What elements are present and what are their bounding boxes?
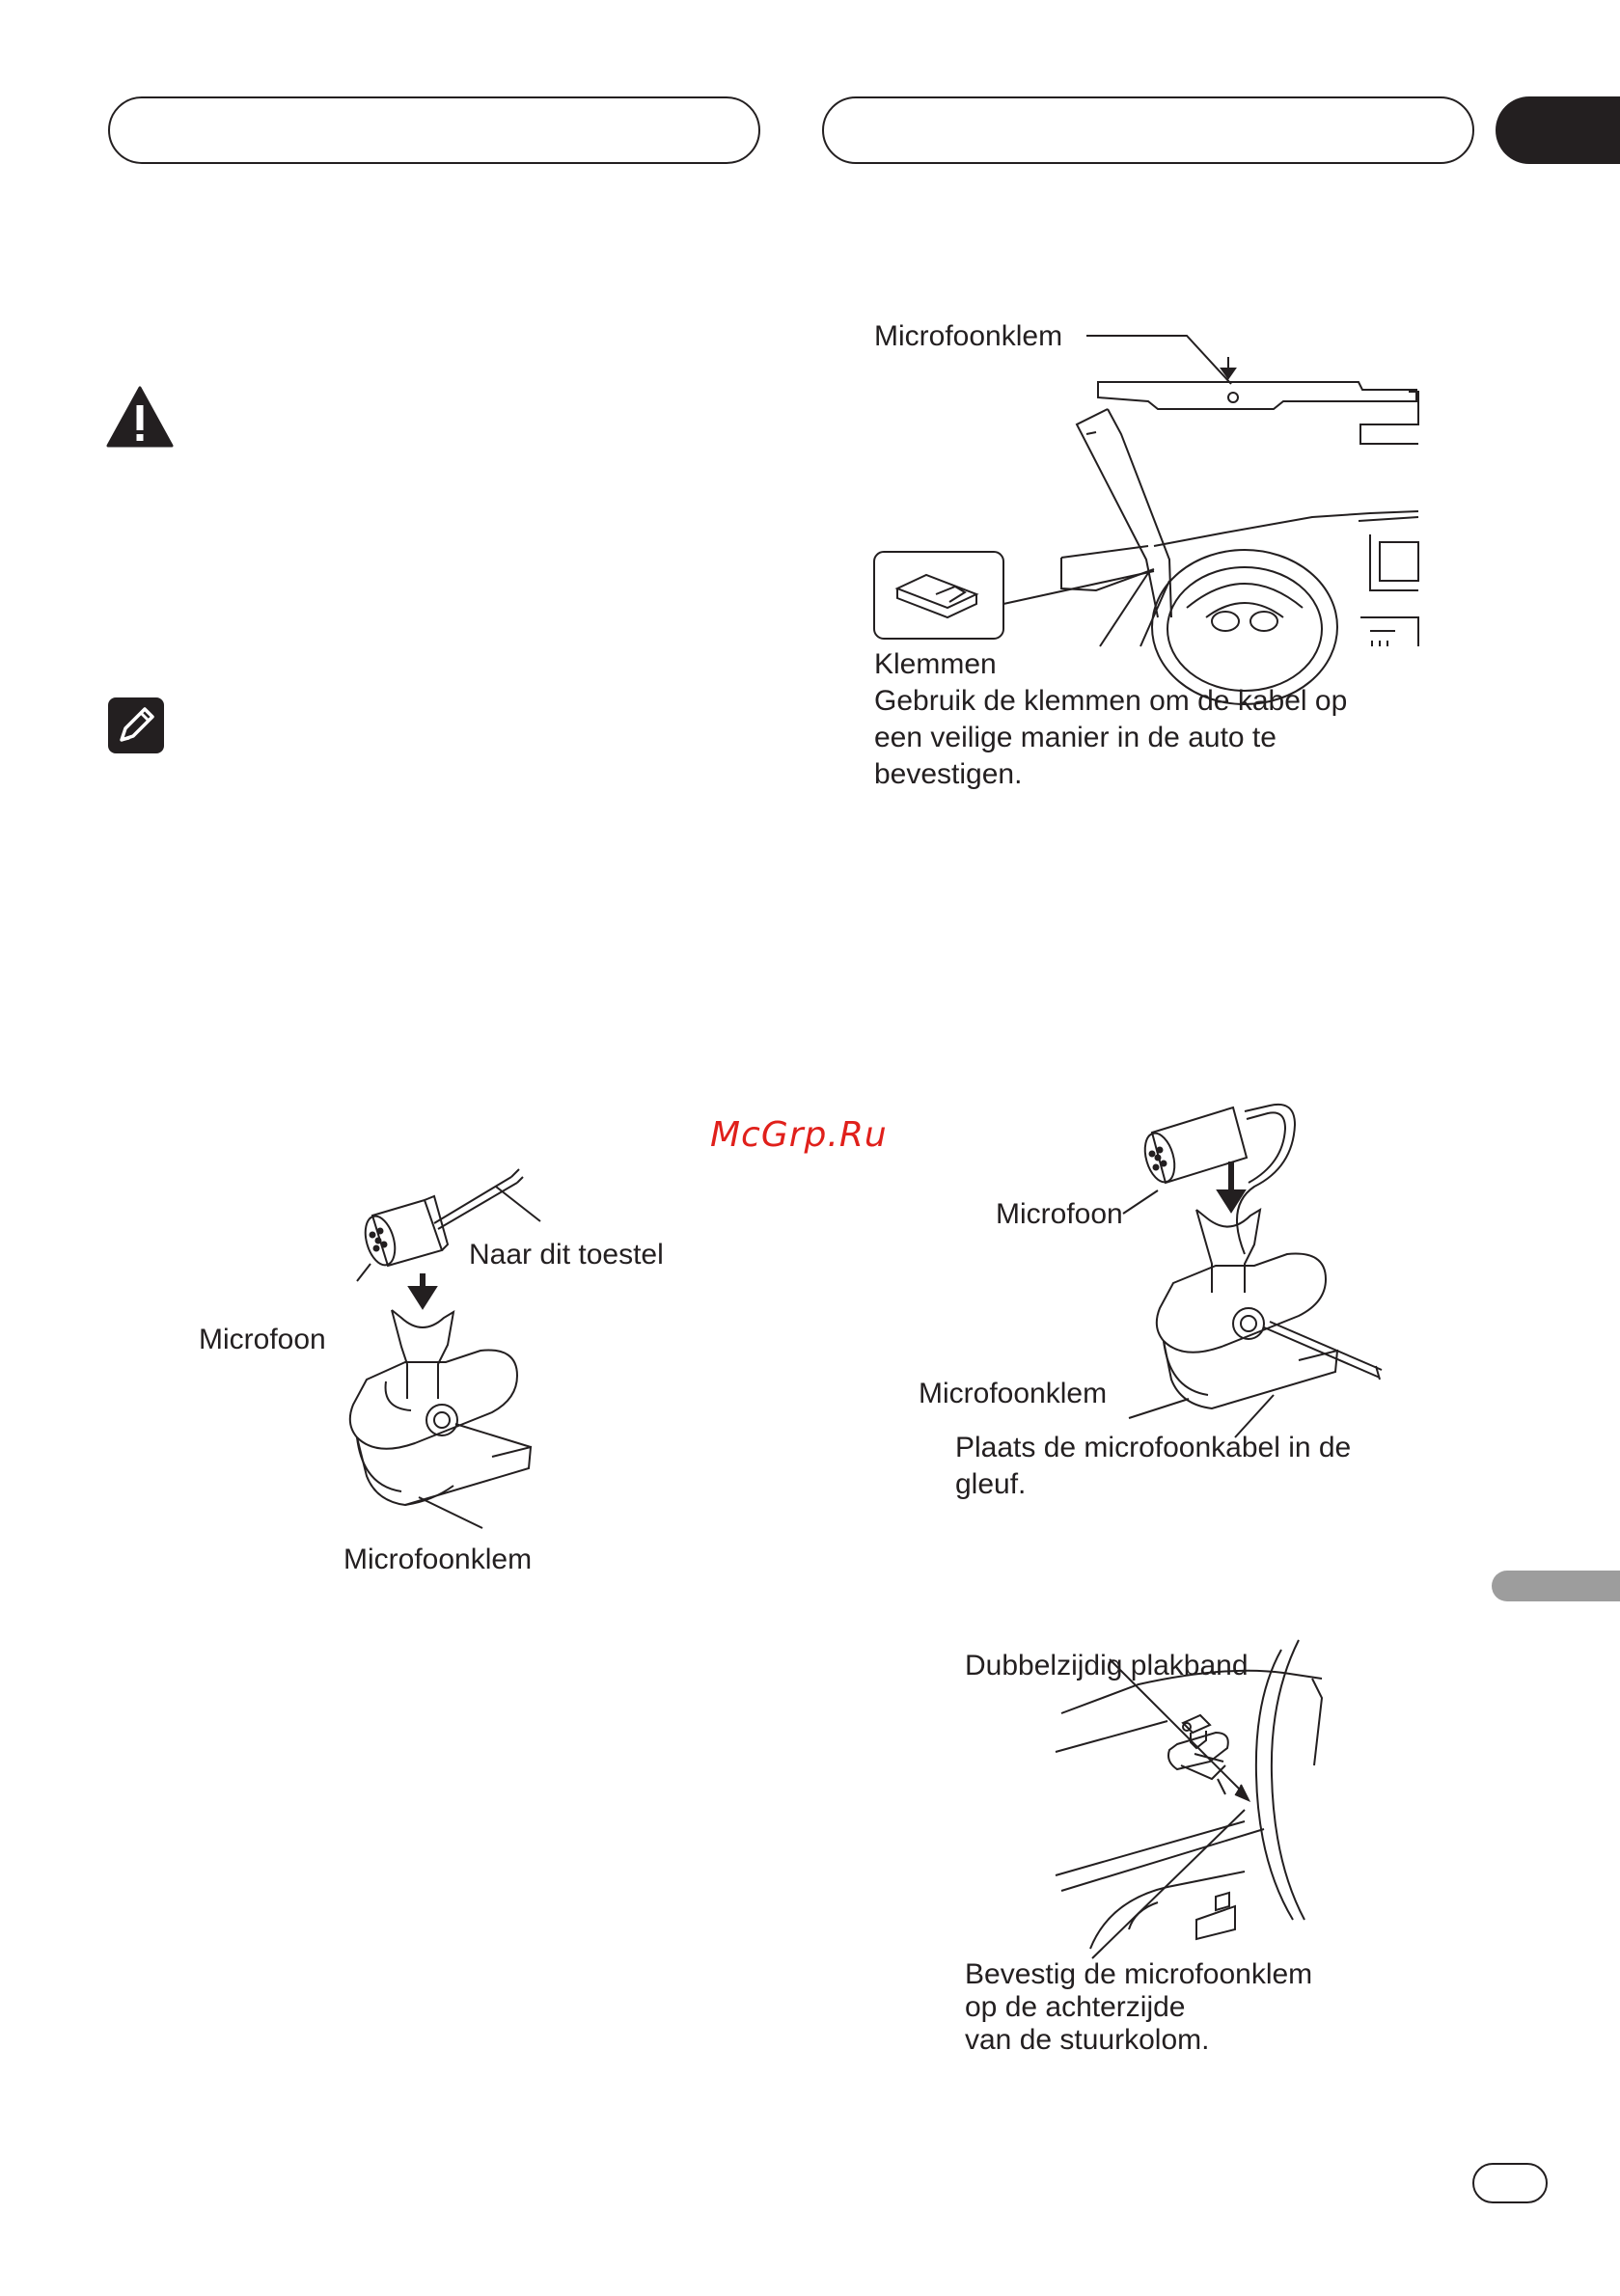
mount-text-line-1: Bevestig de microfoonklem: [965, 1958, 1313, 1990]
side-tab: [1492, 1571, 1620, 1601]
mic-clip-left-illustration: [338, 1158, 569, 1544]
clamps-title: Klemmen: [874, 648, 997, 680]
windshield-illustration: [868, 328, 1428, 646]
mic-clip-left-cable-label: Naar dit toestel: [469, 1239, 664, 1271]
mount-text-line-2: op de achterzijde: [965, 1991, 1186, 2023]
mic-clip-right-illustration: [1119, 1090, 1389, 1437]
note-pencil-icon: [108, 697, 164, 753]
section-tab: [1496, 96, 1620, 164]
windshield-mic-clip-label: Microfoonklem: [874, 320, 1063, 352]
header-left-pill: [108, 96, 760, 164]
clamps-description: Gebruik de klemmen om de kabel op een veilige manier in de auto te bevestigen.: [874, 685, 1348, 790]
mic-clip-right-cable-text: Plaats de microfoonkabel in de gleuf.: [955, 1432, 1352, 1500]
steering-column-illustration: [1052, 1640, 1341, 1958]
mic-clip-left-mic-label: Microfoon: [199, 1324, 326, 1355]
mic-clip-left-clip-label: Microfoonklem: [343, 1544, 533, 1575]
watermark: McGrp.Ru: [710, 1115, 888, 1155]
double-sided-tape-label: Dubbelzijdig plakband: [965, 1650, 1249, 1681]
mic-clip-right-mic-label: Microfoon: [996, 1198, 1123, 1230]
mount-text-line-3: van de stuurkolom.: [965, 2024, 1210, 2056]
page-number: [1472, 2163, 1548, 2203]
mic-clip-right-clip-label: Microfoonklem: [919, 1378, 1108, 1409]
header-right-pill: [822, 96, 1474, 164]
warning-triangle-icon: [106, 386, 174, 448]
